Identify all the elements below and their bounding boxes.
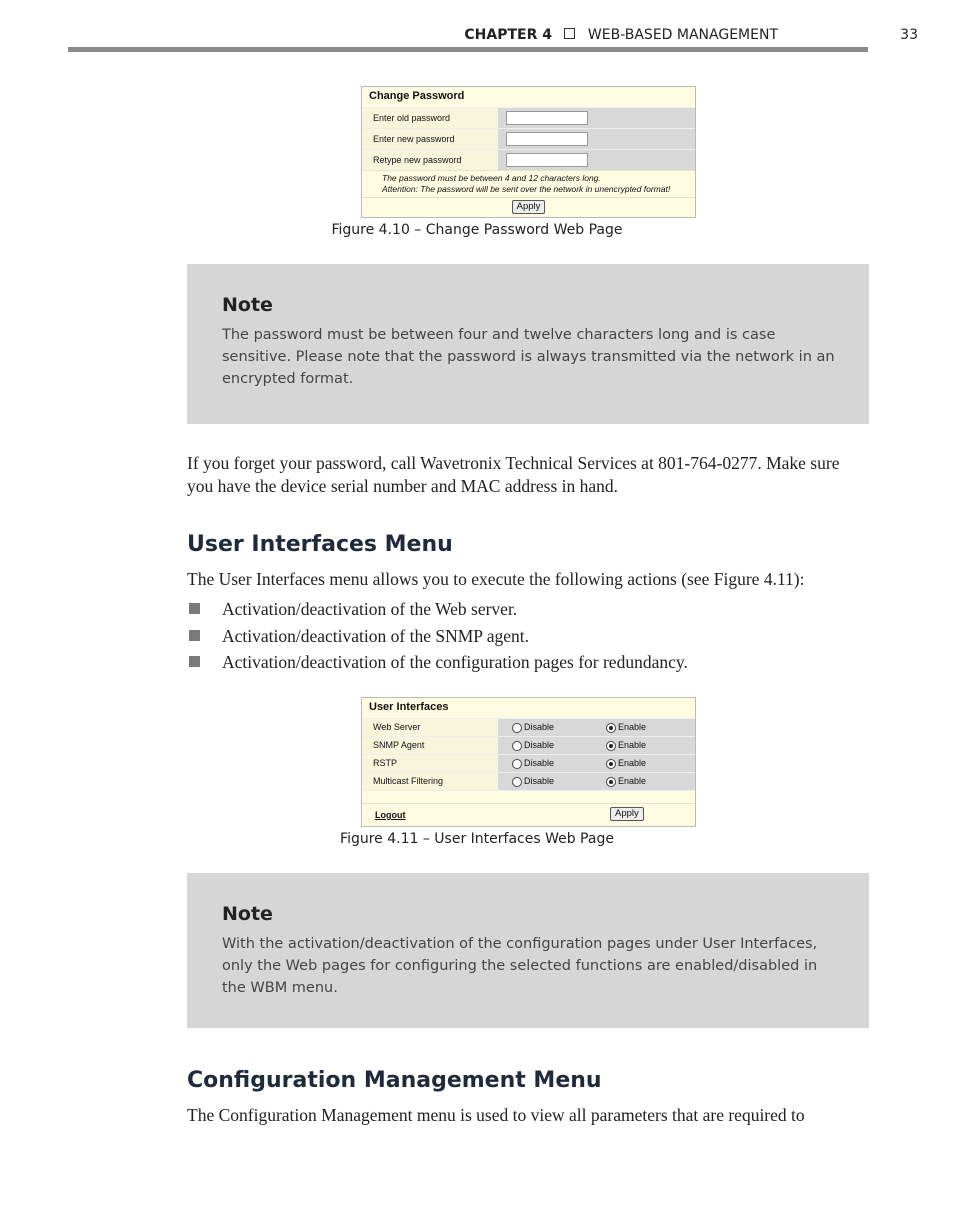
- note-title: Note: [222, 903, 273, 925]
- header-rule: [68, 47, 868, 52]
- chapter-title: [464, 27, 778, 43]
- figure-caption: Figure 4.10 – Change Password Web Page: [331, 222, 623, 238]
- list-item: Activation/deactivation of the SNMP agent.: [187, 625, 869, 652]
- paragraph: If you forget your password, call Wavetronix Technical Services at 801-764-0277. Make sure you have the device serial number and MAC address in hand.: [187, 453, 840, 496]
- enable-radio[interactable]: Enable: [606, 758, 646, 769]
- list-item: Activation/deactivation of the Web server.: [187, 598, 869, 625]
- radio-on-icon: [606, 759, 616, 769]
- bullet-square-icon: [189, 603, 200, 614]
- figure-caption: Figure 4.11 – User Interfaces Web Page: [340, 831, 614, 847]
- table-row: [362, 736, 695, 754]
- user-interfaces-title: User Interfaces: [369, 701, 449, 713]
- page-number: 33: [900, 27, 918, 43]
- table-row: [362, 718, 695, 736]
- spacer-row: [362, 790, 695, 803]
- change-password-title: Change Password: [369, 90, 465, 102]
- disable-radio[interactable]: Disable: [512, 740, 554, 751]
- user-interfaces-figure: [361, 697, 696, 827]
- radio-off-icon: [512, 777, 522, 787]
- row-label: SNMP Agent: [362, 737, 498, 754]
- radio-off-icon: [512, 741, 522, 751]
- bullet-square-icon: [189, 630, 200, 641]
- retype-password-input[interactable]: [506, 153, 588, 167]
- section-label: WEB-BASED MANAGEMENT: [587, 27, 778, 43]
- chapter-label: CHAPTER 4: [464, 27, 552, 43]
- row-label: Web Server: [362, 719, 498, 736]
- old-password-label: Enter old password: [362, 108, 498, 128]
- retype-password-row: [362, 149, 695, 170]
- password-info-line1: The password must be between 4 and 12 characters long.: [382, 173, 601, 183]
- note-body: With the activation/deactivation of the configuration pages under User Interfaces, only the Web pages for configuring the selected functions are enabled/disabled in the WBM menu.: [222, 936, 818, 996]
- radio-on-icon: [606, 741, 616, 751]
- radio-off-icon: [512, 759, 522, 769]
- disable-radio[interactable]: Disable: [512, 758, 554, 769]
- list-item: Activation/deactivation of the configuration pages for redundancy.: [187, 651, 869, 678]
- radio-on-icon: [606, 777, 616, 787]
- bullet-square-icon: [189, 656, 200, 667]
- note-box: [187, 264, 869, 424]
- table-row: [362, 772, 695, 790]
- enable-radio[interactable]: Enable: [606, 740, 646, 751]
- retype-password-label: Retype new password: [362, 150, 498, 170]
- new-password-input[interactable]: [506, 132, 588, 146]
- radio-on-icon: [606, 723, 616, 733]
- row-label: Multicast Filtering: [362, 773, 498, 790]
- change-password-figure: [361, 86, 696, 218]
- page-header: [68, 24, 918, 46]
- logout-link[interactable]: Logout: [375, 810, 406, 820]
- password-info: [362, 170, 695, 197]
- disable-radio[interactable]: Disable: [512, 722, 554, 733]
- row-label: RSTP: [362, 755, 498, 772]
- paragraph: The Configuration Management menu is used to view all parameters that are required to: [187, 1105, 805, 1125]
- old-password-input[interactable]: [506, 111, 588, 125]
- note-body: The password must be between four and twelve characters long and is case sensitive. Please note that the password is always transmitted via the network in an encrypted format.: [222, 327, 835, 387]
- old-password-row: [362, 107, 695, 128]
- note-title: Note: [222, 294, 273, 316]
- disable-radio[interactable]: Disable: [512, 776, 554, 787]
- apply-button[interactable]: Apply: [610, 807, 644, 821]
- note-box: [187, 873, 869, 1028]
- figure-footer: [362, 803, 695, 826]
- table-row: [362, 754, 695, 772]
- enable-radio[interactable]: Enable: [606, 722, 646, 733]
- section-heading: Configuration Management Menu: [187, 1068, 602, 1093]
- section-heading: User Interfaces Menu: [187, 532, 453, 557]
- separator-box-icon: [564, 28, 575, 39]
- password-info-line2: Attention: The password will be sent over the network in unencrypted format!: [382, 184, 671, 194]
- apply-button[interactable]: Apply: [512, 200, 546, 214]
- bullet-list: [187, 598, 869, 678]
- paragraph: The User Interfaces menu allows you to execute the following actions (see Figure 4.11):: [187, 569, 805, 589]
- new-password-label: Enter new password: [362, 129, 498, 149]
- new-password-row: [362, 128, 695, 149]
- enable-radio[interactable]: Enable: [606, 776, 646, 787]
- radio-off-icon: [512, 723, 522, 733]
